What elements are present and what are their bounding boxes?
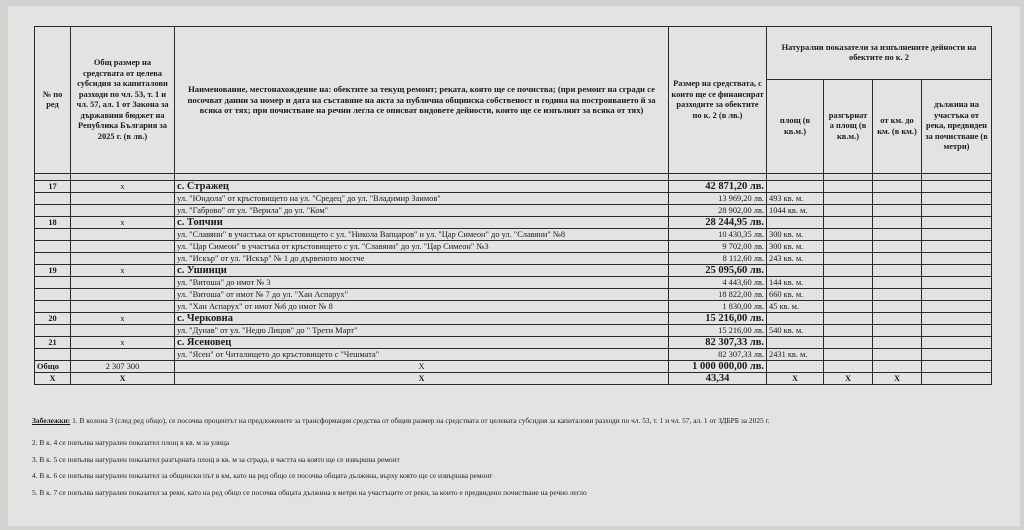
street-name: ул. "Славянн" в участъка от кръстовището с ул. "Никола Вапцаров" и ул. "Цар Симеон" до ул. "Славяни" №8: [175, 229, 669, 241]
pct-value: 43,34: [669, 373, 767, 385]
river-cell: [922, 229, 992, 241]
table-header-row: [35, 27, 992, 80]
built-area-cell: [824, 289, 873, 301]
header-funding-amount: Размер на средствата, с които ще се финансират разходите за обектите по к. 2 (в лв.): [669, 27, 767, 174]
subsidy-cell: [71, 325, 175, 337]
village-amount: 28 244,95 лв.: [669, 217, 767, 229]
village-amount: 42 871,20 лв.: [669, 181, 767, 193]
street-amount: 13 969,20 лв.: [669, 193, 767, 205]
pct-x-5: X: [767, 373, 824, 385]
street-row: [35, 325, 992, 337]
row-number: [35, 325, 71, 337]
row-number: [35, 253, 71, 265]
village-row: [35, 313, 992, 325]
built-area-cell: [824, 229, 873, 241]
subsidy-cell: [71, 229, 175, 241]
row-x-mark: x: [71, 337, 175, 349]
river-cell: [922, 193, 992, 205]
built-area-cell: [824, 193, 873, 205]
km-cell: [873, 325, 922, 337]
street-row: [35, 241, 992, 253]
street-amount: 82 307,33 лв.: [669, 349, 767, 361]
street-row: [35, 349, 992, 361]
street-name: ул. "Габрово" от ул. "Верила" до ул. "Ком": [175, 205, 669, 217]
street-row: [35, 253, 992, 265]
km-cell: [873, 241, 922, 253]
street-amount: 4 443,60 лв.: [669, 277, 767, 289]
km-cell: [873, 217, 922, 229]
street-amount: 18 822,00 лв.: [669, 289, 767, 301]
notes-label: Забележки:: [32, 416, 71, 425]
subsidy-cell: [71, 289, 175, 301]
river-cell: [922, 301, 992, 313]
built-area-cell: [824, 217, 873, 229]
area-cell: [767, 181, 824, 193]
street-area: 540 кв. м.: [767, 325, 824, 337]
street-name: ул. "Цар Симеон" в участъка от кръстовището с ул. "Славяни" до ул. "Цар Симеон" №3: [175, 241, 669, 253]
pct-x-7: X: [873, 373, 922, 385]
street-row: [35, 193, 992, 205]
river-cell: [922, 325, 992, 337]
subsidy-cell: [71, 301, 175, 313]
note-1: [32, 416, 1012, 426]
street-row: [35, 301, 992, 313]
row-x-mark: x: [71, 181, 175, 193]
km-cell: [873, 193, 922, 205]
km-cell: [873, 253, 922, 265]
subsidy-cell: [71, 193, 175, 205]
built-area-cell: [824, 253, 873, 265]
row-number: [35, 241, 71, 253]
header-row-number: № по ред: [35, 27, 71, 174]
river-cell: [922, 349, 992, 361]
note-3: 3. В к. 5 се попълва натурален показател разгърната площ в кв. м за сграда, в частта на която ще се извършва ремонт: [32, 454, 400, 464]
street-name: ул. "Ясен" от Читалището до кръстовището с "Чешмата": [175, 349, 669, 361]
street-name: ул. "Дунав" от ул. "Недю Лицов" до " Трети Март": [175, 325, 669, 337]
river-cell: [922, 181, 992, 193]
village-row: [35, 337, 992, 349]
river-cell: [922, 241, 992, 253]
built-area-cell: [824, 265, 873, 277]
row-x-mark: x: [71, 265, 175, 277]
street-name: ул. "Витоша" до имот № 3: [175, 277, 669, 289]
village-name: с. Ясеновец: [175, 337, 669, 349]
built-area-cell: [824, 277, 873, 289]
row-number: [35, 289, 71, 301]
village-name: с. Ушинци: [175, 265, 669, 277]
built-area-cell: [824, 325, 873, 337]
river-cell: [922, 277, 992, 289]
river-cell: [922, 289, 992, 301]
km-cell: [873, 337, 922, 349]
subsidy-cell: [71, 253, 175, 265]
river-cell: [922, 205, 992, 217]
header-km-range: от км. до км. (в км.): [873, 80, 922, 174]
river-cell: [922, 253, 992, 265]
km-cell: [873, 289, 922, 301]
built-area-cell: [824, 337, 873, 349]
village-amount: 15 216,00 лв.: [669, 313, 767, 325]
river-cell: [922, 217, 992, 229]
km-cell: [873, 229, 922, 241]
built-area-cell: [824, 313, 873, 325]
area-cell: [767, 265, 824, 277]
pct-x-1: X: [35, 373, 71, 385]
total-row: [35, 361, 992, 373]
street-row: [35, 205, 992, 217]
row-x-mark: x: [71, 313, 175, 325]
village-name: с. Стражец: [175, 181, 669, 193]
table-body: [35, 181, 992, 361]
budget-table: [34, 26, 992, 385]
header-river-length: дължина на участъка от река, предвиден за почистване (в метри): [922, 80, 992, 174]
note-1-text: 1. В колона 3 (след ред общо), се посочва процентът на предложените за трансформация средства от общия размер на средствата от целевата субсидия за капиталови разходи по чл. 53, т. 1 и чл. 57, ал. 1 от ЗДБРБ за 2025 г.: [70, 416, 770, 425]
subsidy-cell: [71, 349, 175, 361]
row-x-mark: x: [71, 217, 175, 229]
header-indicators-group: Натурални показатели за изпълнените дейности на обектите по к. 2: [767, 27, 992, 80]
area-cell: [767, 217, 824, 229]
total-x-mark: X: [175, 361, 669, 373]
column-number-row: [35, 174, 992, 181]
built-area-cell: [824, 349, 873, 361]
street-name: ул. "Искър" от ул. "Искър" № 1 до дървеното мостче: [175, 253, 669, 265]
river-cell: [922, 337, 992, 349]
village-name: с. Топчии: [175, 217, 669, 229]
row-number: [35, 229, 71, 241]
street-area: 300 кв. м.: [767, 229, 824, 241]
street-amount: 10 430,35 лв.: [669, 229, 767, 241]
river-cell: [922, 265, 992, 277]
km-cell: [873, 277, 922, 289]
street-amount: 28 902,00 лв.: [669, 205, 767, 217]
total-subsidy-sum: 2 307 300: [71, 361, 175, 373]
village-amount: 25 095,60 лв.: [669, 265, 767, 277]
street-row: [35, 277, 992, 289]
pct-x-2: X: [71, 373, 175, 385]
row-number: [35, 193, 71, 205]
notes-section: [32, 416, 1012, 504]
street-name: ул. "Витоша" от имот № 7 до ул. "Хан Аспарух": [175, 289, 669, 301]
row-number: 21: [35, 337, 71, 349]
village-amount: 82 307,33 лв.: [669, 337, 767, 349]
street-row: [35, 229, 992, 241]
village-row: [35, 265, 992, 277]
km-cell: [873, 301, 922, 313]
subsidy-cell: [71, 277, 175, 289]
pct-x-6: X: [824, 373, 873, 385]
note-2: 2. В к. 4 се попълва натурален показател площ в кв. м за улица: [32, 438, 230, 447]
header-object-name: Наименование, местонахождение на: обектите за текущ ремонт; реката, която ще се почиства; (при ремонт на сгради се посочват данни за номер и дата на съставяне на акта за публична общинска собственост и година на построяването й за всяка от тях; при почистване на речни легла се описват видовете дейности, които ще се изпълнят за всяка от тях): [175, 27, 669, 174]
built-area-cell: [824, 181, 873, 193]
street-area: 144 кв. м.: [767, 277, 824, 289]
pct-x-3: X: [175, 373, 669, 385]
street-amount: 8 112,60 лв.: [669, 253, 767, 265]
row-number: [35, 205, 71, 217]
row-number: 17: [35, 181, 71, 193]
built-area-cell: [824, 301, 873, 313]
row-number: [35, 277, 71, 289]
header-total-subsidy: Общ размер на средствата от целева субсидия за капиталови разходи по чл. 53, т. 1 и чл. 57, ал. 1 от Закона за държавния бюджет на Република България за 2025 г. (в лв.): [71, 27, 175, 174]
area-cell: [767, 313, 824, 325]
street-name: ул. "Хан Аспарух" от имот №6 до имот № 8: [175, 301, 669, 313]
km-cell: [873, 265, 922, 277]
km-cell: [873, 181, 922, 193]
river-cell: [922, 313, 992, 325]
village-name: с. Черковна: [175, 313, 669, 325]
total-label: Общо: [35, 361, 71, 373]
street-area: 243 кв. м.: [767, 253, 824, 265]
built-area-cell: [824, 241, 873, 253]
street-row: [35, 289, 992, 301]
village-row: [35, 217, 992, 229]
built-area-cell: [824, 205, 873, 217]
percentage-row: [35, 373, 992, 385]
street-amount: 9 702,00 лв.: [669, 241, 767, 253]
street-area: 300 кв. м.: [767, 241, 824, 253]
street-area: 660 кв. м.: [767, 289, 824, 301]
street-amount: 1 830,00 лв.: [669, 301, 767, 313]
row-number: [35, 349, 71, 361]
note-4: 4. В к. 6 се попълва натурален показател за общински път в км, като на ред общо се посочва общата дължина, върху която ще се извършва ремонт: [32, 471, 493, 481]
km-cell: [873, 313, 922, 325]
total-amount: 1 000 000,00 лв.: [669, 361, 767, 373]
subsidy-cell: [71, 205, 175, 217]
km-cell: [873, 205, 922, 217]
km-cell: [873, 349, 922, 361]
street-area: 45 кв. м.: [767, 301, 824, 313]
row-number: 18: [35, 217, 71, 229]
row-number: 19: [35, 265, 71, 277]
village-row: [35, 181, 992, 193]
street-name: ул. "Юндола" от кръстовището на ул. "Средец" до ул. "Владимир Заимов": [175, 193, 669, 205]
header-built-area: разгърнат а площ (в кв.м.): [824, 80, 873, 174]
note-5: 5. В к. 7 се попълва натурален показател за реки, като на ред общо се посочва общата дължина в метри на участъците от реки, за които е предвидено почистване на речно легло: [32, 487, 587, 497]
row-number: 20: [35, 313, 71, 325]
street-area: 493 кв. м.: [767, 193, 824, 205]
area-cell: [767, 337, 824, 349]
header-area: площ (в кв.м.): [767, 80, 824, 174]
street-area: 1044 кв. м.: [767, 205, 824, 217]
subsidy-cell: [71, 241, 175, 253]
street-area: 2431 кв. м.: [767, 349, 824, 361]
street-amount: 15 216,00 лв.: [669, 325, 767, 337]
row-number: [35, 301, 71, 313]
